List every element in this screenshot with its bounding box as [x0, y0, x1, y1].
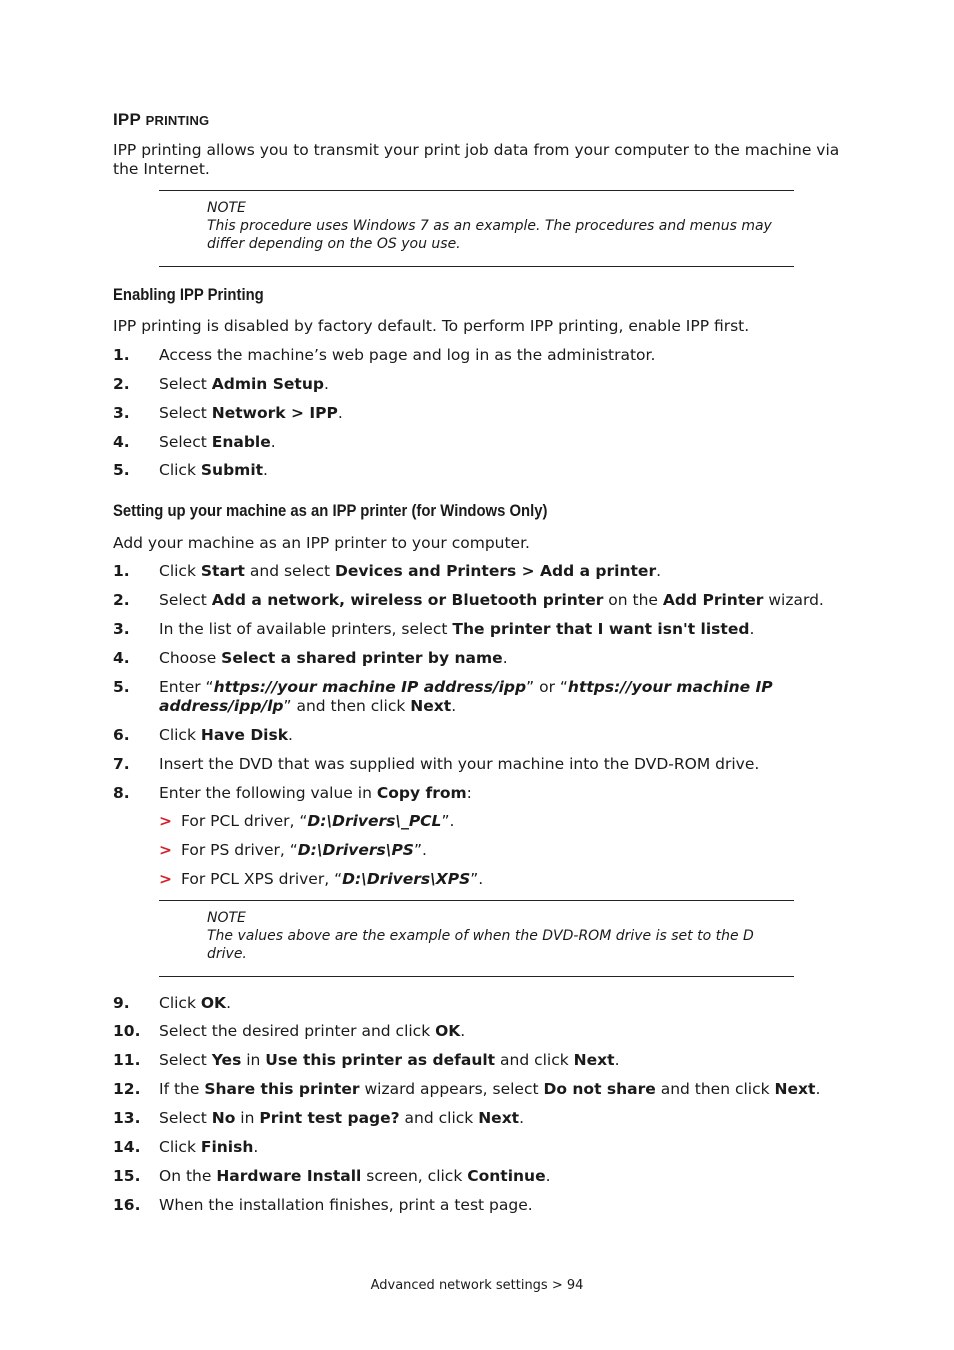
- step-text-part: and click: [399, 1109, 479, 1127]
- step-text-part: Have Disk: [200, 726, 289, 744]
- step-text-part: Start: [200, 562, 245, 580]
- step-text: [159, 1051, 849, 1070]
- bullet-arrow-icon: >: [159, 841, 172, 859]
- note2-label: NOTE: [207, 910, 246, 926]
- step-text-part: Click: [159, 726, 201, 744]
- note-label: NOTE: [207, 200, 246, 216]
- step-text: [159, 620, 849, 639]
- step-text-part: Next: [410, 697, 452, 715]
- step-text-part: On the: [159, 1167, 217, 1185]
- step-number: 1.: [113, 562, 130, 580]
- step-text-part: Select: [159, 404, 212, 422]
- note-2: [207, 909, 777, 963]
- step-text-part: For PCL driver, “: [181, 812, 308, 830]
- step-text-part: D:\Drivers\XPS: [342, 870, 471, 888]
- step-text: [159, 1196, 849, 1215]
- step-text-part: .: [460, 1022, 466, 1040]
- step-text-part: Add a network, wireless or Bluetooth printer: [211, 591, 604, 609]
- step-number: 5.: [113, 678, 130, 696]
- step-text: [159, 375, 849, 394]
- step-text-part: .: [253, 1138, 259, 1156]
- step-text-part: Continue: [467, 1167, 546, 1185]
- step-text-part: For PCL XPS driver, “: [181, 870, 343, 888]
- step-text-part: .: [749, 620, 755, 638]
- note-bottom-rule: [159, 266, 794, 267]
- section-title-main: IPP: [113, 110, 141, 129]
- step-text-part: wizard.: [763, 591, 824, 609]
- step-number: 4.: [113, 649, 130, 667]
- step-text-part: screen, click: [361, 1167, 468, 1185]
- step-text-part: Devices and Printers > Add a printer: [334, 562, 657, 580]
- step-text-part: Select: [159, 1109, 212, 1127]
- bullet-text: [181, 841, 427, 859]
- step-text-part: .: [614, 1051, 620, 1069]
- bullet-text: [181, 812, 454, 830]
- step-text-part: Click: [159, 994, 201, 1012]
- section-title: [113, 110, 209, 130]
- step-text-part: .: [323, 375, 329, 393]
- step-text: [159, 591, 849, 610]
- step-text-part: Copy from: [376, 784, 467, 802]
- step-text-part: .: [226, 994, 231, 1012]
- step-text-part: https://your machine IP address/ipp: [213, 678, 527, 696]
- step-text-part: wizard appears, select: [359, 1080, 544, 1098]
- step-text: [159, 1167, 849, 1186]
- step-text-part: Click: [159, 461, 201, 479]
- note-1: [207, 199, 777, 253]
- step-number: 6.: [113, 726, 130, 744]
- step-number: 12.: [113, 1080, 141, 1098]
- step-number: 7.: [113, 755, 130, 773]
- step-text-part: For PS driver, “: [181, 841, 298, 859]
- step-text-part: If the: [159, 1080, 205, 1098]
- step-text-part: .: [337, 404, 343, 422]
- step-number: 8.: [113, 784, 130, 802]
- setup-intro: Add your machine as an IPP printer to your computer.: [113, 534, 530, 552]
- step-text: [159, 1022, 849, 1041]
- step-text-part: Select: [159, 1051, 212, 1069]
- step-text-part: Add Printer: [662, 591, 764, 609]
- step-text-part: The printer that I want isn't listed: [452, 620, 750, 638]
- step-text: [159, 649, 849, 668]
- step-text-part: Select the desired printer and click: [159, 1022, 436, 1040]
- step-text-part: Enter “: [159, 678, 214, 696]
- step-text-part: Finish: [200, 1138, 254, 1156]
- bullet-text: [181, 870, 483, 888]
- bullet-arrow-icon: >: [159, 812, 172, 830]
- step-text: [159, 1138, 849, 1157]
- step-text-part: Select a shared printer by name: [221, 649, 503, 667]
- step-text-part: and select: [244, 562, 335, 580]
- step-text: [159, 678, 849, 716]
- step-text-part: .: [656, 562, 662, 580]
- step-text-part: in: [241, 1051, 266, 1069]
- step-text-part: .: [288, 726, 293, 744]
- step-text-part: Use this printer as default: [265, 1051, 496, 1069]
- step-number: 2.: [113, 375, 130, 393]
- step-number: 11.: [113, 1051, 141, 1069]
- step-text: [159, 562, 849, 581]
- step-text-part: https://your machine IP address/ipp/lp: [159, 678, 773, 715]
- step-number: 14.: [113, 1138, 141, 1156]
- step-number: 16.: [113, 1196, 141, 1214]
- step-text-part: Yes: [211, 1051, 242, 1069]
- setup-heading: Setting up your machine as an IPP printer (for Windows Only): [113, 502, 548, 520]
- step-text-part: When the installation finishes, print a test page.: [159, 1196, 533, 1214]
- step-text: [159, 461, 849, 480]
- step-text-part: D:\Drivers\PS: [297, 841, 414, 859]
- step-text-part: Next: [774, 1080, 816, 1098]
- step-text-part: ” or “: [526, 678, 568, 696]
- step-text: [159, 346, 849, 365]
- intro-paragraph: IPP printing allows you to transmit your print job data from your computer to the machine via the Internet.: [113, 141, 840, 178]
- step-text-part: .: [451, 697, 457, 715]
- step-text-part: .: [545, 1167, 551, 1185]
- enable-heading: Enabling IPP Printing: [113, 286, 264, 304]
- step-text-part: ” and then click: [283, 697, 411, 715]
- step-number: 3.: [113, 620, 130, 638]
- step-text-part: Network > IPP: [211, 404, 338, 422]
- step-text: [159, 1080, 849, 1099]
- step-number: 3.: [113, 404, 130, 422]
- step-number: 13.: [113, 1109, 141, 1127]
- step-text: [159, 726, 849, 745]
- note-text: This procedure uses Windows 7 as an example. The procedures and menus may differ depending on the OS you use.: [207, 218, 772, 252]
- step-text-part: Access the machine’s web page and log in as the administrator.: [159, 346, 656, 364]
- step-text: [159, 784, 849, 803]
- step-text-part: ”.: [441, 812, 455, 830]
- step-text-part: and click: [495, 1051, 574, 1069]
- step-number: 2.: [113, 591, 130, 609]
- step-text-part: OK: [435, 1022, 461, 1040]
- enable-intro: IPP printing is disabled by factory default. To perform IPP printing, enable IPP first.: [113, 317, 750, 335]
- step-number: 15.: [113, 1167, 141, 1185]
- step-text-part: .: [270, 433, 276, 451]
- step-text-part: ”.: [413, 841, 427, 859]
- step-text-part: :: [466, 784, 472, 802]
- step-text-part: Next: [478, 1109, 520, 1127]
- step-text-part: .: [815, 1080, 821, 1098]
- step-text-part: and then click: [655, 1080, 775, 1098]
- step-text-part: Enable: [211, 433, 271, 451]
- step-text-part: In the list of available printers, select: [159, 620, 453, 638]
- step-text-part: Select: [159, 375, 212, 393]
- step-text-part: Enter the following value in: [159, 784, 377, 802]
- step-text-part: Next: [573, 1051, 615, 1069]
- section-title-small: PRINTING: [145, 113, 210, 128]
- step-text-part: Share this printer: [204, 1080, 360, 1098]
- step-text-part: Insert the DVD that was supplied with your machine into the DVD-ROM drive.: [159, 755, 760, 773]
- step-text-part: ”.: [470, 870, 484, 888]
- step-text-part: Click: [159, 562, 201, 580]
- bullet-arrow-icon: >: [159, 870, 172, 888]
- step-text-part: OK: [200, 994, 227, 1012]
- step-text: [159, 755, 849, 774]
- step-number: 1.: [113, 346, 130, 364]
- step-text: [159, 994, 849, 1013]
- note-top-rule: [159, 190, 794, 191]
- step-text-part: Admin Setup: [211, 375, 324, 393]
- step-text-part: Do not share: [543, 1080, 656, 1098]
- page-footer: Advanced network settings > 94: [370, 1278, 584, 1293]
- step-text-part: Print test page?: [259, 1109, 400, 1127]
- note2-text: The values above are the example of when the DVD-ROM drive is set to the D drive.: [207, 928, 754, 962]
- step-text: [159, 1109, 849, 1128]
- step-number: 5.: [113, 461, 130, 479]
- step-text-part: D:\Drivers\_PCL: [307, 812, 442, 830]
- step-text-part: .: [502, 649, 508, 667]
- step-text-part: .: [263, 461, 268, 479]
- step-text-part: Submit: [200, 461, 264, 479]
- step-text-part: Select: [159, 591, 212, 609]
- step-text: [159, 404, 849, 423]
- step-text-part: Click: [159, 1138, 201, 1156]
- step-text-part: in: [235, 1109, 260, 1127]
- note2-top-rule: [159, 900, 794, 901]
- step-text-part: Select: [159, 433, 212, 451]
- note2-bottom-rule: [159, 976, 794, 977]
- step-text-part: No: [211, 1109, 236, 1127]
- step-text-part: .: [519, 1109, 525, 1127]
- step-text: [159, 433, 849, 452]
- step-number: 4.: [113, 433, 130, 451]
- step-number: 10.: [113, 1022, 141, 1040]
- step-number: 9.: [113, 994, 130, 1012]
- step-text-part: Hardware Install: [216, 1167, 362, 1185]
- step-text-part: Choose: [159, 649, 222, 667]
- step-text-part: on the: [603, 591, 663, 609]
